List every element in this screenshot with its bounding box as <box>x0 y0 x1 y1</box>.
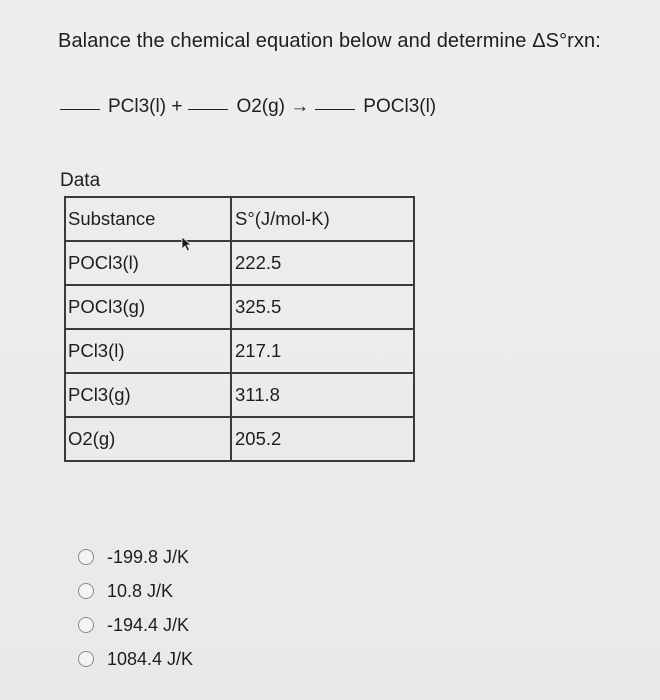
entropy-data-table <box>64 196 415 462</box>
answer-option[interactable] <box>78 642 193 676</box>
mouse-pointer-icon <box>180 236 194 252</box>
blank-coefficient-3[interactable] <box>315 95 355 110</box>
radio-button[interactable] <box>78 549 94 565</box>
answer-option[interactable] <box>78 540 193 574</box>
answer-options <box>78 540 193 676</box>
answer-label[interactable]: -199.8 J/K <box>107 546 190 567</box>
radio-button[interactable] <box>78 651 94 667</box>
table-row <box>65 417 414 461</box>
header-substance: Substance <box>65 197 231 241</box>
answer-option[interactable] <box>78 608 193 642</box>
entropy-cell: 217.1 <box>231 329 414 373</box>
header-entropy: S°(J/mol-K) <box>231 197 414 241</box>
blank-coefficient-1[interactable] <box>60 95 100 110</box>
radio-button[interactable] <box>78 583 94 599</box>
question-prompt: Balance the chemical equation below and determine ΔS°rxn: <box>58 30 601 52</box>
substance-cell: PCl3(l) <box>65 329 231 373</box>
substance-cell: POCl3(g) <box>65 285 231 329</box>
data-label: Data <box>60 170 101 191</box>
reactant-pcl3: PCl3(l) + <box>108 96 183 117</box>
entropy-cell: 222.5 <box>231 241 414 285</box>
table-row <box>65 373 414 417</box>
substance-cell: PCl3(g) <box>65 373 231 417</box>
product-pocl3: POCl3(l) <box>363 96 437 117</box>
chemical-equation <box>60 96 436 118</box>
answer-label[interactable]: 1084.4 J/K <box>107 648 194 669</box>
entropy-cell: 325.5 <box>231 285 414 329</box>
entropy-cell: 311.8 <box>231 373 414 417</box>
table-row <box>65 285 414 329</box>
entropy-cell: 205.2 <box>231 417 414 461</box>
answer-label[interactable]: 10.8 J/K <box>107 580 174 601</box>
radio-button[interactable] <box>78 617 94 633</box>
substance-cell: POCl3(l) <box>65 241 231 285</box>
table-header-row <box>65 197 414 241</box>
substance-cell: O2(g) <box>65 417 231 461</box>
table-row <box>65 329 414 373</box>
reactant-o2: O2(g) → <box>236 96 310 117</box>
table-row <box>65 241 414 285</box>
answer-label[interactable]: -194.4 J/K <box>107 614 190 635</box>
blank-coefficient-2[interactable] <box>188 95 228 110</box>
answer-option[interactable] <box>78 574 193 608</box>
